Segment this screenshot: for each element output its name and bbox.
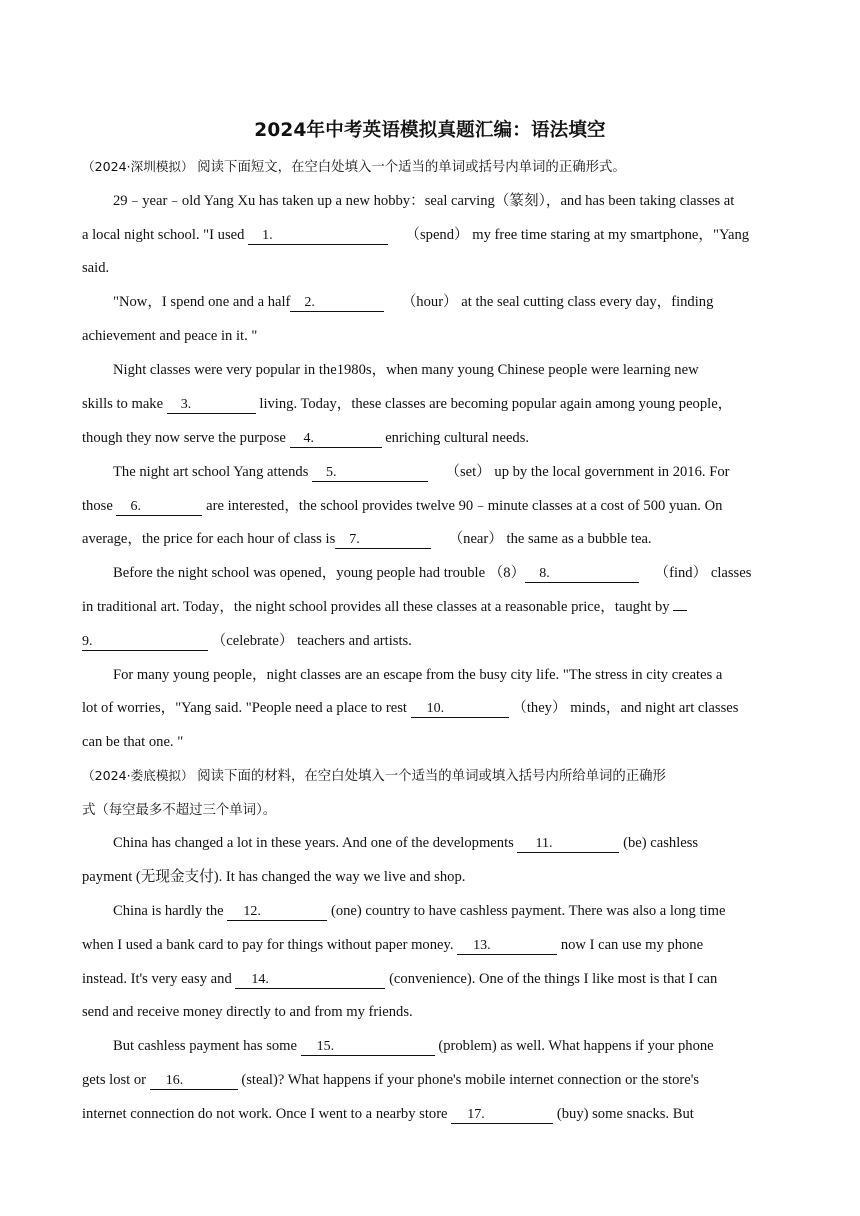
text-span: living. Today，these classes are becoming popular again among young people， <box>259 396 733 412</box>
blank-7[interactable] <box>335 531 431 549</box>
blank-number: 9. <box>82 634 93 649</box>
blank-number: 4. <box>303 431 315 446</box>
text-span: lot of worries，"Yang said. "People need a place to rest <box>82 700 407 716</box>
blank-number: 6. <box>130 499 141 514</box>
text-span: 29﹣year﹣old Yang Xu has taken up a new hobby：seal carving（篆刻），and has been taking classes at <box>113 193 735 209</box>
text-span: internet connection do not work. Once I went to a nearby store <box>82 1106 448 1122</box>
blank-9[interactable] <box>82 633 208 651</box>
blank-number: 17. <box>467 1107 485 1122</box>
text-span: "Now，I spend one and a half <box>113 294 291 310</box>
passage2-line <box>82 969 717 989</box>
text-span: Before the night school was opened，young people had trouble （8） <box>113 565 526 581</box>
blank-16[interactable] <box>150 1072 238 1090</box>
text-span: a local night school. "I used <box>82 227 245 243</box>
text-span: payment (无现金支付). It has changed the way we live and shop. <box>82 869 466 885</box>
passage1-line <box>82 326 257 346</box>
blank-number: 13. <box>473 938 491 953</box>
text-span: instead. It's very easy and <box>82 971 232 987</box>
blank-number: 14. <box>251 972 269 987</box>
text-span: (be) cashless <box>623 835 699 851</box>
blank-number: 11. <box>535 836 553 851</box>
blank-4[interactable] <box>290 430 382 448</box>
text-span: can be that one. " <box>82 734 184 750</box>
blank-number: 5. <box>326 465 337 480</box>
blank-number: 7. <box>349 532 360 547</box>
text-span: The night art school Yang attends <box>113 464 309 480</box>
text-span: (problem) as well. What happens if your phone <box>438 1038 714 1054</box>
text-span: For many young people，night classes are an escape from the busy city life. "The stress in city creates a <box>113 667 723 683</box>
passage2-line <box>113 833 698 853</box>
text-span: （they） minds，and night art classes <box>512 700 739 716</box>
section1-header <box>82 157 626 178</box>
text-span: now I can use my phone <box>560 937 704 953</box>
passage2-line <box>82 1104 694 1124</box>
text-span: Night classes were very popular in the1980s，when many young Chinese people were learning new <box>113 362 699 378</box>
text-span: in traditional art. Today，the night school provides all these classes at a reasonable price，taught by <box>82 599 670 615</box>
passage1-line <box>113 292 713 312</box>
page-title: 2024年中考英语模拟真题汇编：语法填空 <box>254 120 606 141</box>
text-span: though they now serve the purpose <box>82 430 286 446</box>
blank-6[interactable] <box>116 498 202 516</box>
text-span: those <box>82 498 113 514</box>
blank-number: 3. <box>180 397 192 412</box>
blank-5[interactable] <box>312 464 428 482</box>
blank-number: 8. <box>539 566 550 581</box>
passage1-line <box>82 698 738 718</box>
passage1-line <box>82 529 652 549</box>
passage1-line <box>113 665 722 685</box>
blank-number: 2. <box>304 295 315 310</box>
passage1-line <box>113 360 699 380</box>
passage1-line <box>82 496 722 516</box>
text-span: （near） the same as a bubble tea. <box>448 531 652 547</box>
blank-number: 15. <box>316 1039 335 1054</box>
passage2-line <box>82 1002 413 1022</box>
text-span: China is hardly the <box>113 903 224 919</box>
text-span: （celebrate） teachers and artists. <box>211 633 412 649</box>
passage2-line <box>82 1070 699 1090</box>
section2-header <box>82 766 666 787</box>
section2-header-cont <box>82 800 276 821</box>
passage1-line <box>82 258 109 278</box>
blank-11[interactable] <box>517 835 619 853</box>
text-span: (steal)? What happens if your phone's mobile internet connection or the store's <box>241 1072 700 1088</box>
blank-2[interactable] <box>290 294 384 312</box>
blank-8[interactable] <box>525 565 639 583</box>
section2-instruction: 阅读下面的材料，在空白处填入一个适当的单词或填入括号内所给单词的正确形 <box>197 769 666 784</box>
text-span: when I used a bank card to pay for things without paper money. <box>82 937 454 953</box>
text-span: send and receive money directly to and from my friends. <box>82 1004 413 1020</box>
text-span: China has changed a lot in these years. And one of the developments <box>113 835 514 851</box>
text-span: （spend） my free time staring at my smartphone，"Yang <box>405 227 750 243</box>
blank-number: 10. <box>426 701 445 716</box>
blank-12[interactable] <box>227 903 327 921</box>
passage2-line <box>82 867 465 887</box>
text-span: skills to make <box>82 396 164 412</box>
blank-10[interactable] <box>411 700 509 718</box>
section2-source: （2024·娄底模拟） <box>82 768 194 783</box>
blank-17[interactable] <box>451 1106 553 1124</box>
passage1-line <box>82 394 732 414</box>
blank-3[interactable] <box>167 396 256 414</box>
passage1-line <box>113 563 751 583</box>
text-span: are interested，the school provides twelve 90﹣minute classes at a cost of 500 yuan. On <box>206 498 723 514</box>
section1-source: （2024·深圳模拟） <box>82 159 194 174</box>
blank-13[interactable] <box>457 937 557 955</box>
text-span: （hour） at the seal cutting class every day，finding <box>401 294 714 310</box>
section2-instruction-cont: 式（每空最多不超过三个单词）。 <box>82 803 277 818</box>
blank-15[interactable] <box>301 1038 435 1056</box>
text-span: enriching cultural needs. <box>385 430 530 446</box>
text-span: gets lost or <box>82 1072 147 1088</box>
blank-14[interactable] <box>235 971 385 989</box>
section1-instruction: 阅读下面短文，在空白处填入一个适当的单词或括号内单词的正确形式。 <box>197 160 626 175</box>
passage1-line <box>113 462 729 482</box>
text-span: But cashless payment has some <box>113 1038 298 1054</box>
blank-9-start[interactable] <box>673 610 687 611</box>
text-span: achievement and peace in it. " <box>82 328 258 344</box>
text-span: （set） up by the local government in 2016. For <box>445 464 730 480</box>
passage1-line <box>82 597 687 617</box>
blank-number: 1. <box>262 228 273 243</box>
passage1-line <box>82 225 749 245</box>
text-span: （find） classes <box>654 565 752 581</box>
passage1-line <box>82 732 183 752</box>
text-span: (convenience). One of the things I like most is that I can <box>389 971 718 987</box>
passage2-line <box>113 1036 714 1056</box>
passage2-line <box>113 901 725 921</box>
blank-1[interactable] <box>248 227 388 245</box>
text-span: (one) country to have cashless payment. There was also a long time <box>330 903 726 919</box>
passage2-line <box>82 935 703 955</box>
text-span: average，the price for each hour of class is <box>82 531 336 547</box>
blank-number: 12. <box>243 904 261 919</box>
passage1-line <box>82 631 412 651</box>
text-span: (buy) some snacks. But <box>556 1106 694 1122</box>
text-span: said. <box>82 260 110 276</box>
passage1-line <box>113 191 734 211</box>
blank-number: 16. <box>165 1073 184 1088</box>
passage1-line <box>82 428 529 448</box>
